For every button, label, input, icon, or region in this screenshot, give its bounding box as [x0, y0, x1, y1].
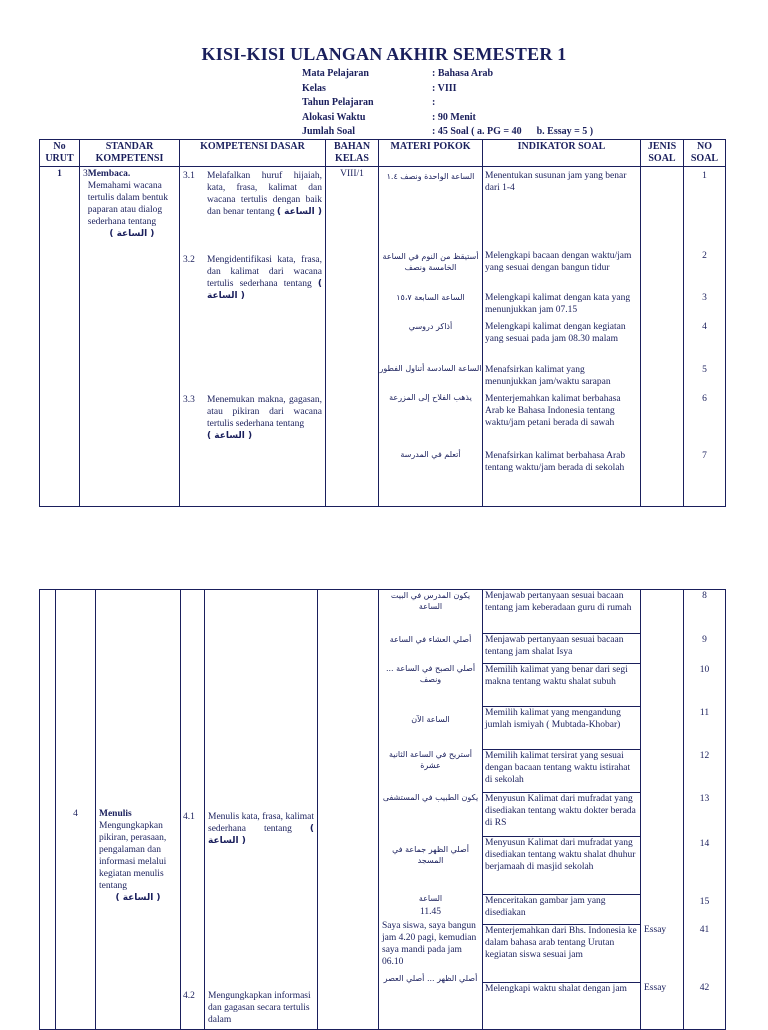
- sk-description: Memahami wacana tertulis dalam bentuk paparan atau dialog sederhana tentang: [87, 181, 168, 227]
- meta-key: Mata Pelajaran: [302, 68, 369, 79]
- meta-key: Alokasi Waktu: [302, 111, 366, 123]
- meta-row-class: [302, 82, 593, 97]
- indikator-item: Menentukan susunan jam yang benar dari 1-4: [485, 171, 627, 193]
- materi-item: 11.45: [419, 907, 442, 917]
- indikator-cell: [483, 590, 641, 1030]
- kd-topic: ( الساعة ): [276, 207, 323, 217]
- nosoal-item: 4: [702, 322, 707, 332]
- nosoal-item: 11: [699, 708, 710, 718]
- nosoal-item: 3: [702, 293, 707, 303]
- nosoal-item: 42: [699, 983, 710, 993]
- jenis-item: Essay: [644, 983, 667, 993]
- indikator-item: Melengkapi kalimat dengan kegiatan yang sesuai pada jam 08.30 malam: [485, 322, 626, 344]
- nosoal-item: 12: [699, 751, 710, 761]
- standar-cell: [80, 167, 180, 507]
- indikator-item: Menceritakan gambar jam yang disediakan: [483, 895, 640, 925]
- sk-topic: ( الساعة ): [115, 893, 161, 903]
- nosoal-item: 10: [699, 665, 710, 675]
- bahan-cell: VIII/1: [326, 167, 379, 507]
- sk-title: Menulis: [99, 809, 132, 819]
- jenis-cell: [641, 590, 684, 1030]
- materi-item: أصلي الصبح في الساعة ... ونصف: [385, 664, 476, 684]
- kd-text: Menulis kata, frasa, kalimat sederhana tentang: [208, 812, 314, 834]
- kd-number-cell: [181, 590, 205, 1030]
- materi-item: الساعة الآن: [411, 715, 450, 724]
- meta-row-count: [302, 125, 593, 140]
- row-number: 1: [40, 167, 80, 507]
- header-kd: KOMPETENSI DASAR: [180, 140, 326, 167]
- nosoal-item: 15: [699, 897, 710, 907]
- standar-cell: [96, 590, 181, 1030]
- kd-number: 4.1: [183, 812, 195, 822]
- materi-item: يكون المدرس في البيت الساعة: [390, 591, 471, 611]
- nosoal-cell: [684, 590, 726, 1030]
- grid-table-page-2: [39, 589, 726, 1030]
- kd-number: 3.3: [183, 395, 195, 405]
- indikator-item: Melengkapi bacaan dengan waktu/jam yang sesuai dengan bangun tidur: [485, 251, 632, 273]
- sk-number: 3: [83, 169, 88, 179]
- nosoal-item: 1: [702, 171, 707, 181]
- kd-cell: [180, 167, 326, 507]
- sk-description: Mengungkapkan pikiran, perasaan, pengalaman dan informasi melalui kegiatan menulis tentang: [99, 821, 167, 891]
- nosoal-item: 41: [699, 925, 710, 935]
- indikator-item: Melengkapi kalimat dengan kata yang menunjukkan jam 07.15: [485, 293, 631, 315]
- meta-value: : 45 Soal ( a. PG = 40 b. Essay = 5 ): [432, 126, 594, 137]
- meta-key: Tahun Pelajaran: [302, 97, 374, 108]
- jenis-item: Essay: [644, 925, 667, 935]
- nosoal-item: 6: [702, 394, 707, 404]
- nosoal-cell: [684, 167, 726, 507]
- header-materi: MATERI POKOK: [379, 140, 483, 167]
- sk-number: 4: [56, 590, 96, 1030]
- header-no-soal: NO SOAL: [684, 140, 726, 167]
- materi-item: الساعة السادسة أتناول الفطور: [379, 364, 482, 373]
- meta-key: Jumlah Soal: [302, 126, 356, 137]
- nosoal-item: 8: [702, 591, 707, 601]
- meta-value: : Bahasa Arab: [432, 68, 494, 79]
- sk-title: Membaca.: [87, 169, 131, 179]
- indikator-item: Menafsirkan kalimat yang menunjukkan jam/waktu sarapan: [485, 365, 611, 387]
- materi-item: أستيقظ من النوم في الساعة الخامسة ونصف: [382, 252, 479, 272]
- document-meta: [302, 67, 593, 140]
- materi-item: يكون الطبيب في المستشفى: [382, 793, 479, 802]
- kd-cell: [205, 590, 318, 1030]
- materi-item: أستريح في الساعة الثانية عشرة: [388, 750, 472, 770]
- meta-key: Kelas: [302, 82, 326, 94]
- nosoal-item: 9: [702, 635, 707, 645]
- jenis-cell: [641, 167, 684, 507]
- indikator-item: Memilih kalimat yang benar dari segi makna tentang waktu shalat subuh: [483, 664, 640, 707]
- table-row: [40, 167, 726, 507]
- indikator-item: Menyusun Kalimat dari mufradat yang disediakan tentang waktu shalat dhuhur berjamaah di masjid sekolah: [483, 837, 640, 895]
- meta-row-subject: [302, 67, 593, 82]
- materi-item: يذهب الفلاح إلى المزرعة: [389, 393, 472, 402]
- kd-text: Mengidentifikasi kata, frasa, dan kalimat dari wacana tertulis sederhana tentang: [207, 255, 322, 289]
- materi-item: أذاكر دروسي: [408, 322, 453, 331]
- bahan-cell: [318, 590, 379, 1030]
- header-bahan: BAHAN KELAS: [326, 140, 379, 167]
- materi-item: الساعة الواحدة ونصف ١.٤: [386, 172, 475, 181]
- indikator-item: Menafsirkan kalimat berbahasa Arab tentang waktu/jam berada di sekolah: [485, 451, 626, 473]
- indikator-item: Menjawab pertanyaan sesuai bacaan tentang jam shalat Isya: [483, 634, 640, 664]
- header-indikator: INDIKATOR SOAL: [483, 140, 641, 167]
- materi-cell: [379, 590, 483, 1030]
- indikator-item: Menterjemahkan dari Bhs. Indonesia ke dalam bahasa arab tentang Urutan kegiatan siswa sesuai jam: [483, 925, 640, 983]
- kd-number: 3.2: [183, 255, 195, 265]
- kd-number: 3.1: [183, 171, 195, 181]
- kd-topic: ( الساعة ): [207, 279, 323, 301]
- indikator-item: Menjawab pertanyaan sesuai bacaan tentang jam keberadaan guru di rumah: [483, 590, 640, 634]
- materi-item: Saya siswa, saya bangun jam 4.20 pagi, kemudian saya mandi pada jam 06.10: [382, 921, 477, 967]
- kd-text: Menemukan makna, gagasan, atau pikiran dari wacana tertulis sederhana tentang: [207, 395, 322, 429]
- table-row: [40, 590, 726, 1030]
- document-title: KISI-KISI ULANGAN AKHIR SEMESTER 1: [201, 44, 567, 64]
- indikator-cell: [483, 167, 641, 507]
- kd-topic: ( الساعة ): [208, 824, 314, 846]
- header-jenis: JENIS SOAL: [641, 140, 684, 167]
- empty-cell: [40, 590, 56, 1030]
- kd-text: Melafalkan huruf hijaiah, kata, frasa, kalimat dan wacana tertulis dengan baik dan benar tentang: [207, 171, 322, 217]
- indikator-item: Memilih kalimat tersirat yang sesuai dengan bacaan tentang waktu istirahat di sekolah: [483, 750, 640, 793]
- kd-number: 4.2: [183, 991, 195, 1001]
- nosoal-item: 7: [702, 451, 707, 461]
- materi-item: الساعة: [418, 894, 443, 903]
- header-standar: STANDAR KOMPETENSI: [80, 140, 180, 167]
- nosoal-item: 5: [702, 365, 707, 375]
- indikator-item: Menyusun Kalimat dari mufradat yang disediakan tentang waktu dokter berada di RS: [483, 793, 640, 837]
- kd-topic: ( الساعة ): [207, 431, 253, 441]
- indikator-item: Memilih kalimat yang mengandung jumlah ismiyah ( Mubtada-Khobar): [483, 707, 640, 750]
- meta-row-time: [302, 111, 593, 126]
- indikator-item: Melengkapi waktu shalat dengan jam: [485, 984, 627, 994]
- kd-text: Mengungkapkan informasi dan gagasan secara tertulis dalam: [208, 991, 311, 1025]
- meta-row-year: [302, 96, 593, 111]
- materi-item: أصلي الظهر جماعة في المسجد: [392, 845, 469, 865]
- materi-item: أصلي العشاء في الساعة: [389, 635, 472, 644]
- meta-value: : 90 Menit: [432, 111, 476, 123]
- nosoal-item: 13: [699, 794, 710, 804]
- indikator-item: Menterjemahkan kalimat berbahasa Arab ke Bahasa Indonesia tentang waktu/jam petani berada di sawah: [485, 394, 621, 428]
- materi-cell: [379, 167, 483, 507]
- grid-table-page-1: [39, 139, 726, 507]
- meta-value: :: [432, 97, 436, 108]
- header-no-urut: No URUT: [40, 140, 80, 167]
- nosoal-item: 2: [702, 251, 707, 261]
- materi-item: أصلي الظهر ... أصلي العصر: [383, 974, 478, 983]
- table-header-row: [40, 140, 726, 167]
- nosoal-item: 14: [699, 839, 710, 849]
- meta-value: : VIII: [432, 82, 457, 94]
- materi-item: الساعة السابعة ١٥،٧: [396, 293, 465, 302]
- materi-item: أتعلم في المدرسة: [400, 450, 461, 459]
- sk-topic: ( الساعة ): [109, 229, 155, 239]
